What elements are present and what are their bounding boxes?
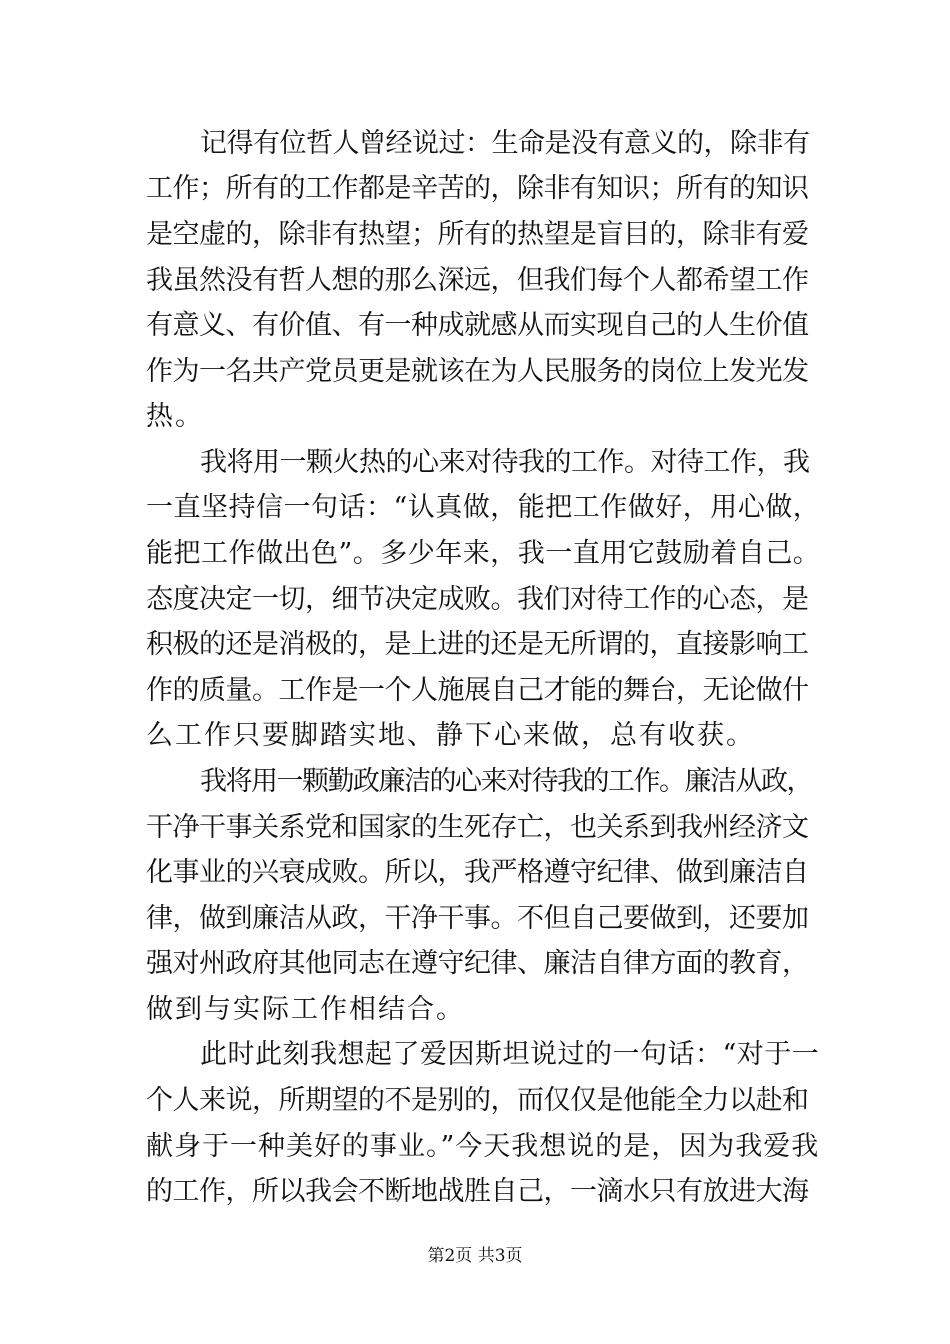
text-line: 工作；所有的工作都是辛苦的，除非有知识；所有的知识 [146,173,809,204]
text-line: 记得有位哲人曾经说过：生命是没有意义的，除非有 [200,128,810,159]
text-line: 的工作，所以我会不断地战胜自己，一滴水只有放进大海 [146,1176,809,1207]
text-line: 献身于一种美好的事业。”今天我想说的是，因为我爱我 [146,1131,820,1162]
text-line: 热。 [146,401,204,432]
text-line: 能把工作做出色”。多少年来，我一直用它鼓励着自己。 [146,538,821,569]
text-line: 态度决定一切，细节决定成败。我们对待工作的心态，是 [146,584,809,615]
text-line: 律，做到廉洁从政，干净干事。不但自己要做到，还要加 [146,903,809,934]
text-line: 么工作只要脚踏实地、静下心来做，总有收获。 [146,720,755,751]
text-line: 个人来说，所期望的不是别的，而仅仅是他能全力以赴和 [146,1085,809,1116]
text-line: 我将用一颗勤政廉洁的心来对待我的工作。廉洁从政， [200,766,812,797]
text-line: 干净干事关系党和国家的生死存亡，也关系到我州经济文 [146,812,809,843]
text-line: 作的质量。工作是一个人施展自己才能的舞台，无论做什 [146,675,809,706]
text-line: 作为一名共产党员更是就该在为人民服务的岗位上发光发 [146,356,809,387]
text-line: 做到与实际工作相结合。 [146,994,465,1025]
text-line: 我虽然没有哲人想的那么深远，但我们每个人都希望工作 [146,265,809,296]
text-line: 我将用一颗火热的心来对待我的工作。对待工作，我 [200,447,810,478]
text-line: 是空虚的，除非有热望；所有的热望是盲目的，除非有爱 [146,219,809,250]
text-line: 一直坚持信一句话：“认真做，能把工作做好，用心做， [146,492,821,523]
text-line: 强对州政府其他同志在遵守纪律、廉洁自律方面的教育， [146,948,809,979]
text-line: 有意义、有价值、有一种成就感从而实现自己的人生价值 [146,310,809,341]
text-line: 积极的还是消极的，是上进的还是无所谓的，直接影响工 [146,629,809,660]
page-footer: 第2页 共3页 [427,1246,523,1266]
text-line: 化事业的兴衰成败。所以，我严格遵守纪律、做到廉洁自 [146,857,809,888]
text-line: 此时此刻我想起了爱因斯坦说过的一句话：“对于一 [200,1039,820,1070]
